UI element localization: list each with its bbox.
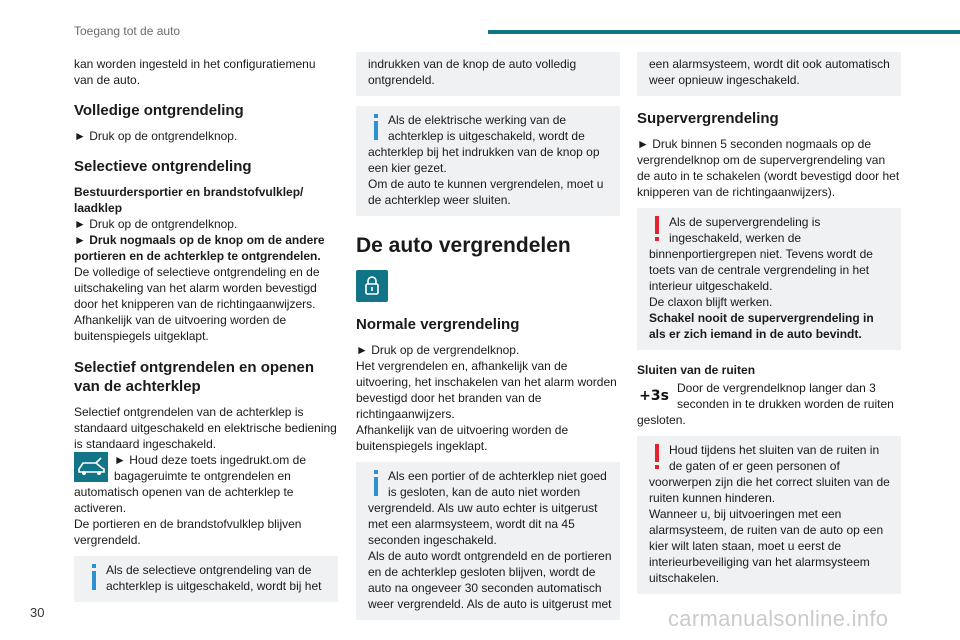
warning-icon <box>649 442 665 472</box>
warning-box <box>637 436 901 594</box>
info-text: indrukken van de knop de auto volledig ontgrendeld. <box>368 57 577 87</box>
paragraph: ► Houd deze toets ingedrukt.om de bagageruimte te ontgrendelen en automatisch openen van de achterklep te activeren. <box>74 453 306 515</box>
page-number: 30 <box>30 605 45 620</box>
paragraph: ► Druk op de ontgrendelknop. <box>74 129 238 143</box>
info-box-continued <box>637 52 901 96</box>
subheading-windows: Sluiten van de ruiten <box>637 363 756 377</box>
paragraph: Selectief ontgrendelen van de achterklep is standaard uitgeschakeld en elektrische bediening is standaard ingeschakeld. <box>74 405 337 451</box>
info-box <box>356 106 620 216</box>
paragraph: kan worden ingesteld in het configuratiemenu van de auto. <box>74 57 316 87</box>
paragraph: Door de vergrendelknop langer dan 3 seconden in te drukken worden de ruiten gesloten. <box>637 381 894 427</box>
warning-text: Houd tijdens het sluiten van de ruiten in de gaten of er geen personen of voorwerpen zijn die het correct sluiten van de ruiten kunnen hinderen. <box>649 443 890 505</box>
warning-text: De claxon blijft werken. <box>649 295 773 309</box>
lock-icon <box>356 270 388 302</box>
info-text: een alarmsysteem, wordt dit ook automatisch weer opnieuw ingeschakeld. <box>649 57 890 87</box>
warning-text: Wanneer u, bij uitvoeringen met een alarmsysteem, de ruiten van de auto op een kier wilt laten staan, moet u eerst de interieurbeveiliging van het alarmsysteem uitschakelen. <box>649 507 884 585</box>
paragraph: ► Druk binnen 5 seconden nogmaals op de vergrendelknop om de supervergrendeling van de auto in te schakelen (wordt bevestigd door het knipperen van de richtingaanwijzers). <box>637 137 900 199</box>
paragraph: De portieren en de brandstofvulklep blijven vergrendeld. <box>74 517 302 547</box>
info-box <box>74 556 338 602</box>
warning-box <box>637 208 901 350</box>
heading-super-lock: Supervergrendeling <box>637 110 779 127</box>
info-box-continued <box>356 52 620 96</box>
header-accent-bar <box>488 30 960 34</box>
info-icon <box>86 562 102 592</box>
paragraph: De volledige of selectieve ontgrendeling en de uitschakeling van het alarm worden bevestigd door het knipperen van de richtingaanwijzers. <box>74 265 320 311</box>
info-icon <box>368 112 384 142</box>
info-text: Als de elektrische werking van de achterklep is uitgeschakeld, wordt de achterklep bij het indrukken van de knop op een kier gezet. <box>368 113 600 175</box>
info-text: Als de selectieve ontgrendeling van de achterklep is uitgeschakeld, wordt bij het <box>106 563 322 593</box>
paragraph: Het vergrendelen en, afhankelijk van de uitvoering, het inschakelen van het alarm worden bevestigd door het branden van de richtingaanwijzers. <box>356 359 617 421</box>
watermark-site: carmanualsonline.info <box>668 606 889 631</box>
info-text: Als de auto wordt ontgrendeld en de portieren en de achterklep gesloten blijven, wordt de auto na ongeveer 30 seconden automatisch weer vergrendeld. Als de auto is uitgerust met <box>368 549 612 611</box>
heading-normal-lock: Normale vergrendeling <box>356 316 520 333</box>
column-1 <box>74 56 338 612</box>
info-icon <box>368 468 384 498</box>
tailgate-instruction <box>74 452 338 516</box>
paragraph: Afhankelijk van de uitvoering worden de buitenspiegels ingeklapt. <box>356 423 569 453</box>
column-3 <box>637 52 901 604</box>
warning-icon <box>649 214 665 244</box>
paragraph: Afhankelijk van de uitvoering worden de buitenspiegels uitgeklapt. <box>74 313 287 343</box>
subheading-driver-door: Bestuurdersportier en brandstofvulklep/ laadklep <box>74 185 304 215</box>
info-box <box>356 462 620 620</box>
car-tailgate-icon <box>74 452 108 482</box>
paragraph: ► Druk op de ontgrendelknop. <box>74 217 238 231</box>
plus-3-seconds-icon <box>637 380 671 410</box>
paragraph: ► Druk nogmaals op de knop om de andere portieren en de achterklep te ontgrendelen. <box>74 233 325 263</box>
info-text: Als een portier of de achterklep niet goed is gesloten, kan de auto niet worden vergrendeld. Als uw auto echter is uitgerust met een alarmsysteem, wordt dit na 45 seconden ingeschakeld. <box>368 469 607 547</box>
warning-text-bold: Schakel nooit de supervergrendeling in als er zich iemand in de auto bevindt. <box>649 311 874 341</box>
warning-text: Als de supervergrendeling is ingeschakeld, werken de binnenportiergrepen niet. Tevens wordt de toets van de centrale vergrendeling in het interieur uitgeschakeld. <box>649 215 873 293</box>
heading-selective-unlock: Selectieve ontgrendeling <box>74 158 252 175</box>
heading-tailgate: Selectief ontgrendelen en openen van de achterklep <box>74 359 315 395</box>
windows-instruction <box>637 380 901 428</box>
paragraph: ► Druk op de vergrendelknop. <box>356 343 520 357</box>
info-text: Om de auto te kunnen vergrendelen, moet u de achterklep weer sluiten. <box>368 177 604 207</box>
plus-3s-label: +3s <box>639 388 669 404</box>
column-2 <box>356 52 620 630</box>
section-title-lock: De auto vergrendelen <box>356 234 571 257</box>
page-header-title: Toegang tot de auto <box>74 24 181 38</box>
heading-full-unlock: Volledige ontgrendeling <box>74 102 244 119</box>
